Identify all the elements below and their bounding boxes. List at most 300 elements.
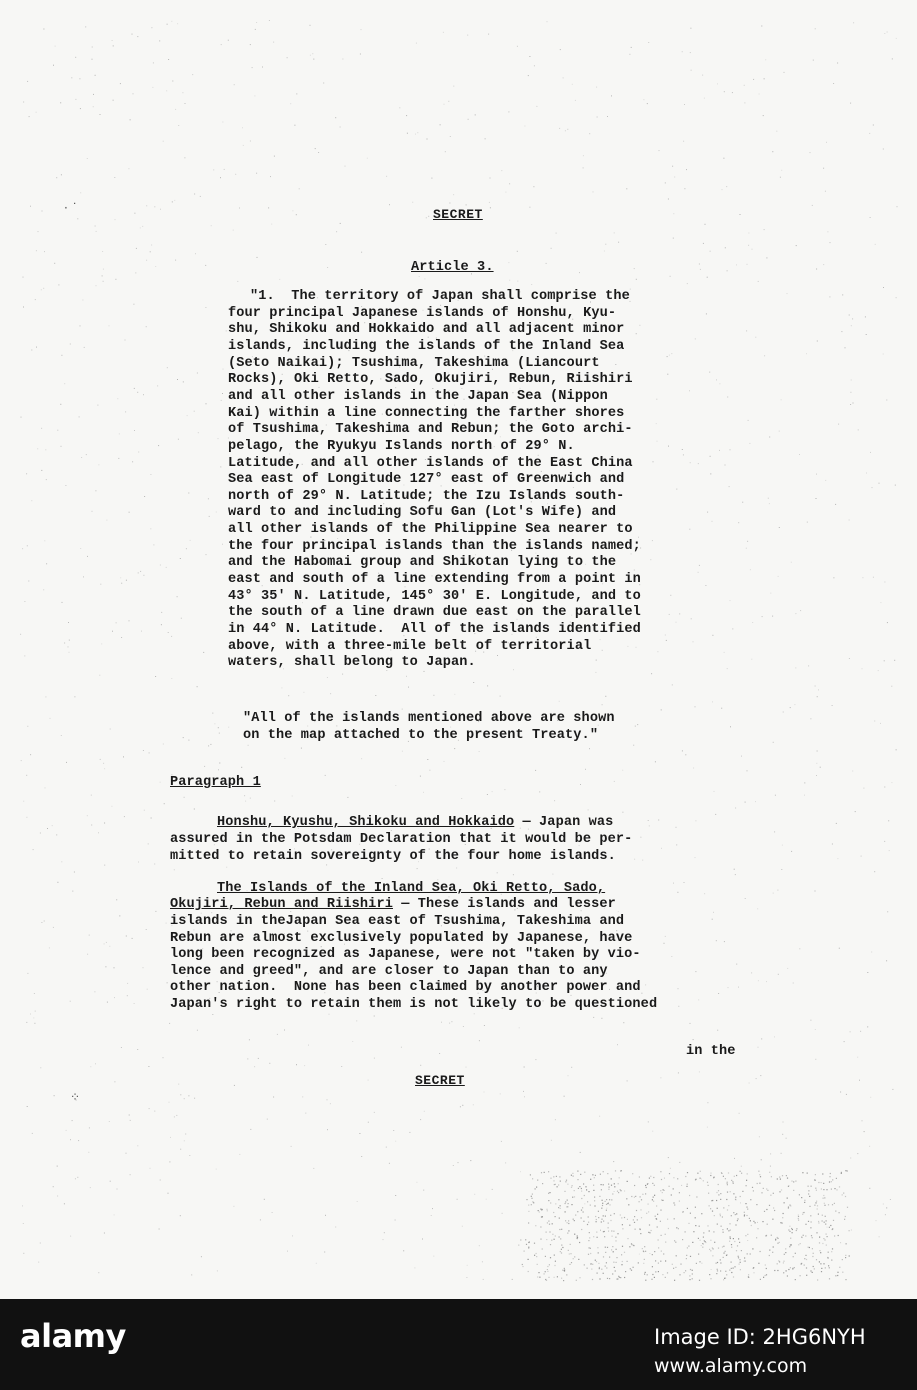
speck	[665, 635, 666, 636]
speck	[681, 1185, 682, 1186]
speck	[155, 266, 156, 267]
text-line: above, with a three-mile belt of territorial	[228, 638, 592, 654]
speck	[722, 1229, 723, 1230]
speck	[700, 1240, 701, 1241]
speck	[288, 695, 289, 696]
speck	[347, 797, 348, 798]
speck	[576, 1280, 577, 1281]
speck	[384, 1232, 385, 1233]
speck	[581, 1191, 582, 1192]
speck	[598, 1263, 599, 1264]
speck	[760, 1279, 761, 1280]
speck	[531, 1198, 532, 1199]
speck	[668, 199, 669, 200]
speck	[745, 1235, 746, 1236]
speck	[771, 1176, 772, 1177]
speck	[554, 1265, 555, 1266]
speck	[114, 997, 115, 998]
speck	[143, 750, 144, 751]
speck	[777, 1243, 778, 1244]
text-line: the south of a line drawn due east on the parallel	[228, 605, 641, 621]
speck	[536, 1187, 537, 1188]
speck	[596, 1261, 597, 1262]
speck	[719, 450, 720, 451]
speck	[837, 1272, 838, 1273]
speck	[26, 1022, 27, 1023]
speck	[126, 1153, 127, 1154]
speck	[302, 1096, 303, 1097]
speck	[758, 281, 759, 282]
speck	[219, 763, 220, 764]
speck	[602, 1200, 603, 1201]
speck	[163, 1057, 164, 1058]
speck	[735, 1214, 736, 1215]
speck	[451, 1021, 452, 1022]
speck	[520, 1171, 521, 1172]
speck	[577, 1171, 578, 1172]
speck	[233, 1206, 234, 1207]
speck	[753, 1190, 754, 1191]
speck	[104, 865, 105, 866]
speck	[433, 695, 434, 696]
speck	[98, 464, 99, 465]
speck	[639, 1176, 640, 1177]
speck	[154, 206, 155, 207]
speck	[508, 111, 509, 112]
speck	[816, 474, 817, 475]
speck	[663, 1253, 664, 1254]
speck	[724, 91, 725, 92]
speck	[747, 1173, 748, 1174]
speck	[782, 845, 783, 846]
speck	[528, 1242, 529, 1243]
speck	[616, 1262, 617, 1263]
speck	[665, 182, 666, 183]
text-line: lence and greed", and are closer to Japan than to any	[170, 963, 608, 979]
speck	[487, 685, 488, 686]
speck	[825, 1216, 826, 1217]
speck	[822, 1215, 823, 1216]
speck	[657, 1214, 658, 1215]
speck	[658, 1247, 659, 1248]
speck	[775, 795, 776, 796]
speck	[759, 94, 760, 95]
speck	[658, 820, 659, 821]
speck	[820, 1252, 821, 1253]
speck	[739, 1264, 740, 1265]
speck	[736, 1213, 737, 1214]
speck	[591, 1263, 592, 1264]
speck	[188, 1095, 189, 1096]
speck	[759, 1174, 760, 1175]
speck	[837, 63, 838, 64]
speck	[695, 1217, 696, 1218]
speck	[138, 452, 139, 453]
speck	[374, 1016, 375, 1017]
speck	[796, 245, 797, 246]
speck	[178, 439, 179, 440]
speck	[547, 1269, 548, 1270]
speck	[144, 496, 145, 497]
speck	[836, 1178, 837, 1179]
speck	[770, 1195, 771, 1196]
speck	[863, 788, 864, 789]
speck	[875, 244, 876, 245]
speck	[730, 726, 731, 727]
speck	[686, 169, 687, 170]
speck	[817, 1208, 818, 1209]
speck	[837, 1275, 838, 1276]
speck	[865, 316, 866, 317]
speck	[137, 36, 138, 37]
speck	[725, 465, 726, 466]
speck	[44, 921, 45, 922]
speck	[714, 1215, 715, 1216]
speck	[682, 1239, 683, 1240]
speck	[799, 454, 800, 455]
speck	[35, 1011, 36, 1012]
speck	[822, 1243, 823, 1244]
speck	[559, 1229, 560, 1230]
speck	[818, 689, 819, 690]
speck	[615, 1270, 616, 1271]
speck	[644, 1259, 645, 1260]
speck	[310, 25, 311, 26]
footer-classification: SECRET	[415, 1073, 465, 1088]
speck	[41, 470, 42, 471]
speck	[873, 125, 874, 126]
speck	[603, 1221, 604, 1222]
speck	[788, 1269, 789, 1270]
speck	[546, 1280, 547, 1281]
speck	[701, 1179, 702, 1180]
speck	[361, 758, 362, 759]
speck	[546, 1239, 547, 1240]
speck	[744, 102, 745, 103]
speck	[629, 1225, 630, 1226]
speck	[883, 149, 884, 150]
speck	[832, 1248, 833, 1249]
speck	[513, 669, 514, 670]
speck	[292, 796, 293, 797]
speck	[134, 1003, 135, 1004]
speck	[816, 775, 817, 776]
speck	[254, 95, 255, 96]
speck	[662, 1274, 663, 1275]
speck	[704, 893, 705, 894]
speck	[815, 1180, 816, 1181]
speck	[26, 775, 27, 776]
speck	[83, 576, 84, 577]
speck	[208, 745, 209, 746]
speck	[809, 1247, 810, 1248]
speck	[780, 1179, 781, 1180]
speck	[769, 1205, 770, 1206]
speck	[589, 748, 590, 749]
speck	[444, 761, 445, 762]
speck	[645, 1251, 646, 1252]
speck	[444, 104, 445, 105]
speck	[155, 676, 156, 677]
speck	[727, 1192, 728, 1193]
speck	[656, 1205, 657, 1206]
speck	[27, 726, 28, 727]
speck	[807, 522, 808, 523]
speck	[662, 1200, 663, 1201]
speck	[852, 771, 853, 772]
speck	[719, 383, 720, 384]
speck	[640, 1209, 641, 1210]
speck	[490, 178, 491, 179]
speck	[813, 1266, 814, 1267]
speck	[687, 1184, 688, 1185]
speck	[615, 1240, 616, 1241]
speck	[95, 1063, 96, 1064]
speck	[645, 1280, 646, 1281]
speck	[716, 1263, 717, 1264]
speck	[801, 1237, 802, 1238]
speck	[88, 1152, 89, 1153]
speck	[36, 112, 37, 113]
speck	[269, 20, 270, 21]
speck	[773, 893, 774, 894]
speck	[705, 1241, 706, 1242]
speck	[654, 1251, 655, 1252]
speck	[140, 571, 141, 572]
speck	[555, 1261, 556, 1262]
speck	[308, 1045, 309, 1046]
speck	[851, 1230, 852, 1231]
speck	[574, 1196, 575, 1197]
text-line: 43° 35' N. Latitude, 145° 30' E. Longitude, and to	[228, 588, 641, 604]
speck	[673, 1268, 674, 1269]
speck	[855, 811, 856, 812]
speck	[100, 114, 101, 115]
speck	[638, 1262, 639, 1263]
speck	[474, 1194, 475, 1195]
speck	[649, 825, 650, 826]
speck	[692, 1278, 693, 1279]
speck	[656, 423, 657, 424]
speck	[146, 326, 147, 327]
speck	[622, 1224, 623, 1225]
speck	[804, 1265, 805, 1266]
speck	[801, 1197, 802, 1198]
speck	[391, 830, 392, 831]
speck	[198, 432, 199, 433]
speck	[492, 791, 493, 792]
speck	[817, 1279, 818, 1280]
speck	[679, 1201, 680, 1202]
speck	[795, 613, 796, 614]
speck	[712, 1255, 713, 1256]
speck	[770, 1153, 771, 1154]
speck	[614, 1213, 615, 1214]
speck	[214, 723, 215, 724]
speck	[717, 1262, 718, 1263]
speck	[539, 1211, 540, 1212]
speck	[559, 701, 560, 702]
speck	[816, 1190, 817, 1191]
speck	[579, 272, 580, 273]
speck	[635, 1196, 636, 1197]
speck	[134, 388, 135, 389]
text-line: north of 29° N. Latitude; the Izu Islands south-	[228, 488, 625, 504]
speck	[795, 1253, 796, 1254]
image-id: Image ID: 2HG6NYH	[654, 1325, 866, 1349]
speck	[554, 800, 555, 801]
speck	[601, 1208, 602, 1209]
speck	[778, 576, 779, 577]
speck	[342, 59, 343, 60]
speck	[560, 1208, 561, 1209]
speck	[849, 1255, 850, 1256]
speck	[626, 1198, 627, 1199]
speck	[36, 250, 37, 251]
speck	[753, 79, 754, 80]
speck	[867, 972, 868, 973]
speck	[805, 1224, 806, 1225]
speck	[460, 1106, 461, 1107]
speck	[541, 1216, 542, 1217]
speck	[611, 1178, 612, 1179]
speck	[717, 1030, 718, 1031]
speck	[790, 1238, 791, 1239]
speck	[746, 1180, 747, 1181]
speck	[806, 1259, 807, 1260]
speck	[549, 1231, 550, 1232]
speck	[766, 1188, 767, 1189]
speck	[814, 1268, 815, 1269]
speck	[631, 1196, 632, 1197]
speck	[687, 1208, 688, 1209]
speck	[183, 381, 184, 382]
speck	[72, 891, 73, 892]
speck	[505, 192, 506, 193]
speck	[593, 1236, 594, 1237]
text-line: in 44° N. Latitude. All of the islands identified	[228, 622, 641, 637]
speck	[146, 929, 147, 930]
speck	[35, 299, 36, 300]
speck	[551, 248, 552, 249]
speck	[695, 706, 696, 707]
speck	[80, 108, 81, 109]
speck	[682, 51, 683, 52]
speck	[395, 1195, 396, 1196]
speck	[740, 1202, 741, 1203]
speck	[608, 1227, 609, 1228]
speck	[816, 269, 817, 270]
speck	[584, 1172, 585, 1173]
speck	[605, 244, 606, 245]
speck	[587, 1268, 588, 1269]
speck	[774, 1210, 775, 1211]
speck	[589, 133, 590, 134]
speck	[552, 874, 553, 875]
speck	[132, 461, 133, 462]
speck	[121, 1047, 122, 1048]
speck	[718, 1190, 719, 1191]
speck	[745, 1261, 746, 1262]
speck	[395, 1220, 396, 1221]
speck	[787, 293, 788, 294]
speck	[416, 43, 417, 44]
speck	[822, 1173, 823, 1174]
speck	[589, 1232, 590, 1233]
speck	[653, 1177, 654, 1178]
speck	[341, 1066, 342, 1067]
speck	[665, 1260, 666, 1261]
speck	[167, 367, 168, 368]
speck	[461, 798, 462, 799]
speck	[250, 44, 251, 45]
speck	[636, 647, 637, 648]
speck	[578, 1188, 579, 1189]
speck	[41, 289, 42, 290]
speck	[490, 207, 491, 208]
speck	[61, 861, 62, 862]
speck	[763, 115, 764, 116]
speck	[488, 34, 489, 35]
speck	[740, 1196, 741, 1197]
speck	[833, 577, 834, 578]
speck	[551, 1140, 552, 1141]
speck	[577, 1211, 578, 1212]
speck	[27, 81, 28, 82]
speck	[601, 1189, 602, 1190]
speck	[785, 1252, 786, 1253]
speck	[648, 1211, 649, 1212]
speck	[166, 923, 167, 924]
speck	[752, 249, 753, 250]
speck	[651, 673, 652, 674]
speck	[78, 1140, 79, 1141]
speck	[712, 1211, 713, 1212]
speck	[726, 1274, 727, 1275]
speck	[816, 498, 817, 499]
speck	[627, 1219, 628, 1220]
speck	[556, 1176, 557, 1177]
speck	[605, 1216, 606, 1217]
speck	[68, 646, 69, 647]
speck	[782, 1175, 783, 1176]
speck	[737, 1245, 738, 1246]
speck	[825, 1267, 826, 1268]
speck	[743, 1261, 744, 1262]
speck	[713, 1248, 714, 1249]
speck	[528, 1222, 529, 1223]
speck	[102, 275, 103, 276]
speck	[622, 1246, 623, 1247]
speck	[714, 791, 715, 792]
speck	[61, 735, 62, 736]
speck	[623, 1022, 624, 1023]
speck	[549, 1224, 550, 1225]
speck	[653, 1201, 654, 1202]
speck	[185, 1134, 186, 1135]
speck	[567, 1200, 568, 1201]
speck	[605, 1247, 606, 1248]
speck	[56, 834, 57, 835]
speck	[817, 751, 818, 752]
speck	[793, 1181, 794, 1182]
speck	[99, 675, 100, 676]
speck	[774, 831, 775, 832]
speck	[399, 107, 400, 108]
speck	[46, 479, 47, 480]
speck	[752, 1248, 753, 1249]
speck	[815, 891, 816, 892]
